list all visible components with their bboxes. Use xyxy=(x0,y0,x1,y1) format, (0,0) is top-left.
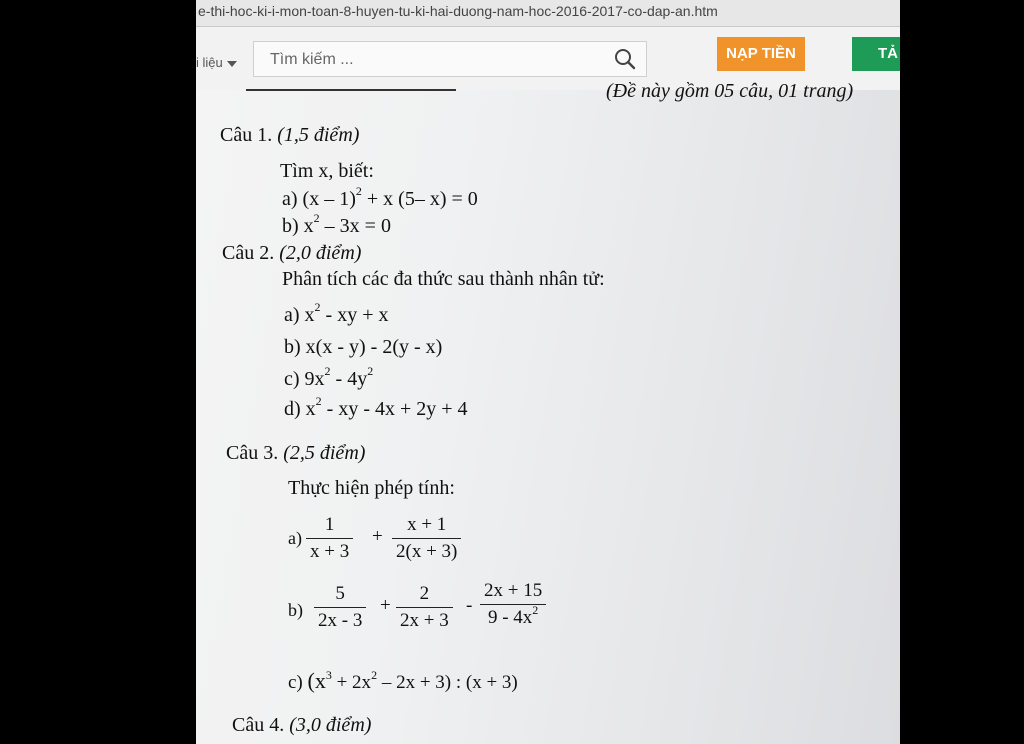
expr: – 2x + 3) : (x + 3) xyxy=(377,672,518,693)
operator: - xyxy=(466,595,473,616)
denominator: x + 3 xyxy=(310,541,350,562)
exponent: 2 xyxy=(355,184,362,199)
expr: - xy + x xyxy=(320,304,389,326)
expr: x xyxy=(303,215,314,237)
expr: (x – 1) xyxy=(302,188,356,210)
address-bar[interactable] xyxy=(196,0,900,27)
denominator: 2x - 3 xyxy=(318,610,363,631)
topup-button[interactable]: NẠP TIỀN xyxy=(717,37,805,71)
fraction-2x-plus-15 xyxy=(480,580,546,629)
q2-part-d xyxy=(284,394,468,421)
q3-part-a-label: a) xyxy=(288,528,302,548)
search-input[interactable] xyxy=(254,42,612,78)
q2-title: Câu 2. xyxy=(222,242,275,264)
expr: - xy - 4x + 2y + 4 xyxy=(321,398,468,420)
search-box xyxy=(253,41,647,77)
numerator: 1 xyxy=(324,514,335,535)
part-label: a) xyxy=(284,304,300,326)
fraction-bar xyxy=(396,607,453,608)
q2-intro: Phân tích các đa thức sau thành nhân tử: xyxy=(282,268,605,290)
q2-heading xyxy=(222,242,361,265)
caret-down-icon xyxy=(227,61,237,67)
exponent: 2 xyxy=(371,667,378,682)
fraction-1-over-x-plus-3 xyxy=(306,514,353,563)
operator: + xyxy=(380,595,391,616)
part-label: b) xyxy=(284,336,301,358)
expr: x(x - y) - 2(y - x) xyxy=(305,336,443,358)
q1-title: Câu 1. xyxy=(220,124,273,146)
part-label: c) xyxy=(288,672,303,693)
q3-heading xyxy=(226,442,365,465)
upload-button[interactable]: TẢ xyxy=(852,37,900,71)
document-category-dropdown[interactable] xyxy=(196,55,237,70)
exponent: 2 xyxy=(314,300,321,315)
fraction-bar xyxy=(306,538,353,539)
q1-part-b xyxy=(282,211,391,238)
expr: + 2x xyxy=(331,672,372,693)
q1-heading xyxy=(220,124,359,147)
expr: x xyxy=(304,304,315,326)
q4-heading xyxy=(232,714,371,737)
q3-part-c xyxy=(288,668,518,694)
url-text: e-thi-hoc-ki-i-mon-toan-8-huyen-tu-ki-hai-duong-nam-hoc-2016-2017-co-dap-an.htm xyxy=(198,3,718,19)
q4-title: Câu 4. xyxy=(232,714,285,736)
fraction-x-plus-1 xyxy=(392,514,461,563)
denominator xyxy=(480,602,546,629)
expr: + x (5– x) = 0 xyxy=(361,188,478,210)
search-icon[interactable] xyxy=(614,48,636,70)
numerator: 2x + 15 xyxy=(484,580,543,601)
part-label: c) xyxy=(284,368,300,390)
part-label: a) xyxy=(282,188,298,210)
part-label: d) xyxy=(284,398,301,420)
q1-part-a xyxy=(282,184,478,211)
q3-points: (2,5 điểm) xyxy=(283,442,366,464)
q4-points: (3,0 điểm) xyxy=(289,714,372,736)
q2-part-a xyxy=(284,300,389,327)
expr: - 4y xyxy=(330,368,368,390)
exponent: 2 xyxy=(313,211,320,226)
q1-intro: Tìm x, biết: xyxy=(280,160,374,182)
expr: 9x xyxy=(304,368,325,390)
q3-title: Câu 3. xyxy=(226,442,279,464)
fraction-bar xyxy=(314,607,366,608)
exponent: 2 xyxy=(315,394,322,409)
numerator: 2 xyxy=(419,583,430,604)
q3-part-b-label: b) xyxy=(288,600,303,620)
q2-part-b xyxy=(284,336,442,359)
q1-points: (1,5 điểm) xyxy=(277,124,360,146)
header-divider xyxy=(246,89,456,91)
exponent: 2 xyxy=(532,602,539,617)
numerator: 5 xyxy=(335,583,345,604)
expr: 9 - 4x xyxy=(487,607,533,628)
exam-header-note: (Đề này gồm 05 câu, 01 trang) xyxy=(606,80,854,102)
exponent: 2 xyxy=(367,364,374,379)
denominator: 2(x + 3) xyxy=(396,541,458,562)
expr: x xyxy=(305,398,316,420)
expr: – 3x = 0 xyxy=(319,215,391,237)
exponent: 2 xyxy=(324,364,331,379)
exponent: 3 xyxy=(325,667,332,682)
expr: (x xyxy=(307,668,326,693)
q2-points: (2,0 điểm) xyxy=(279,242,362,264)
browser-viewport xyxy=(196,0,900,744)
fraction-5-over-2x-minus-3 xyxy=(314,583,366,632)
fraction-2-over-2x-plus-3 xyxy=(396,583,453,632)
part-label: b) xyxy=(282,215,299,237)
fraction-bar xyxy=(392,538,461,539)
q2-part-c xyxy=(284,364,374,391)
q3-intro: Thực hiện phép tính: xyxy=(288,477,455,499)
operator: + xyxy=(372,526,383,547)
denominator: 2x + 3 xyxy=(400,610,449,631)
numerator: x + 1 xyxy=(407,514,447,535)
dropdown-label: i liệu xyxy=(196,55,223,70)
